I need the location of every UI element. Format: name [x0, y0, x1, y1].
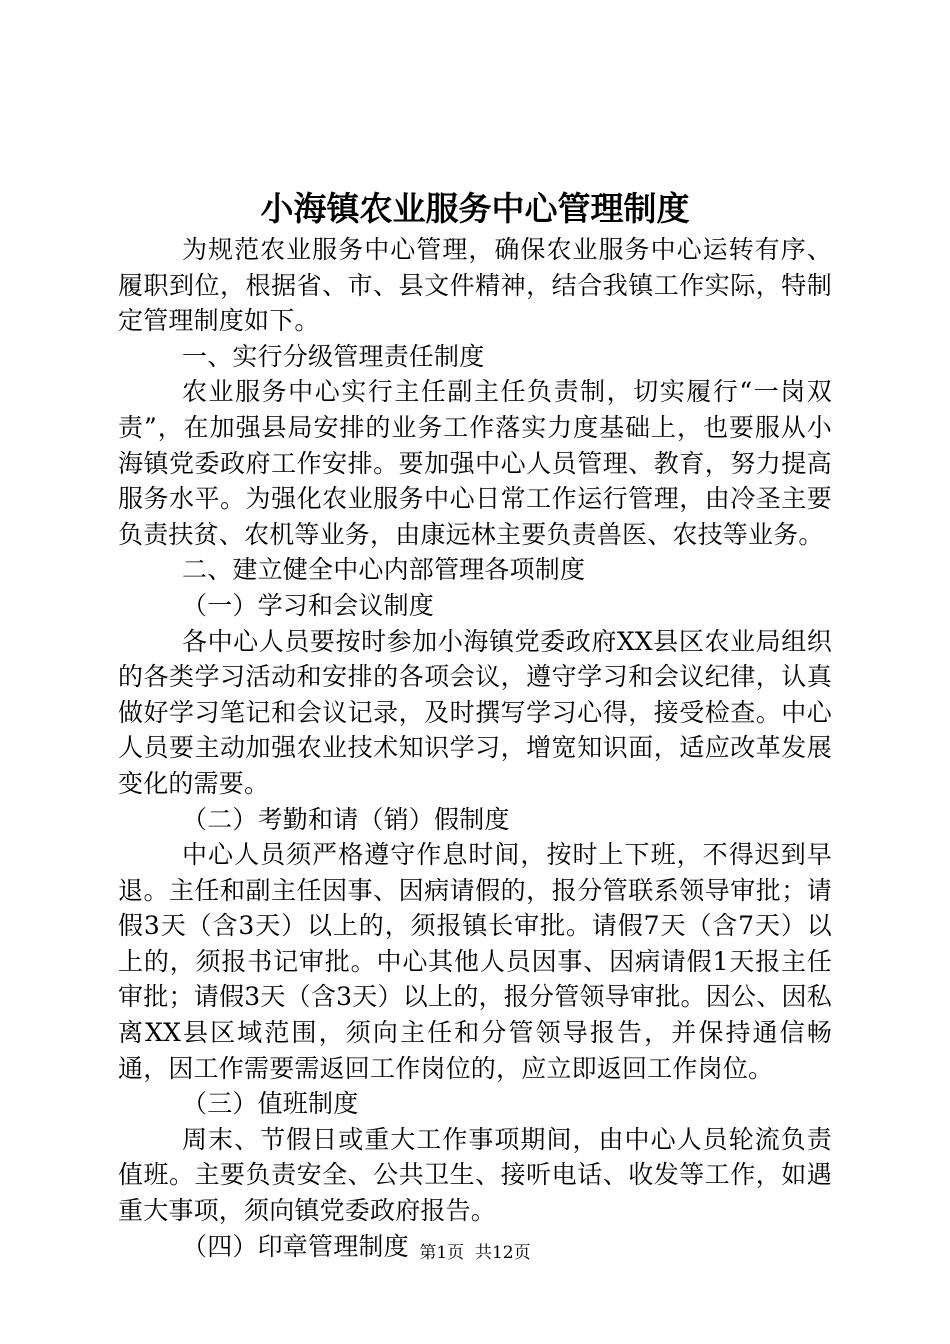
subsection-1-paragraph: 各中心人员要按时参加小海镇党委政府XX县区农业局组织的各类学习活动和安排的各项会议，遵守学习和会议纪律，认真做好学习笔记和会议记录，及时撰写学习心得，接受检查。中心人员要主动加强农业技术知识学习，增宽知识面，适应改革发展变化的需要。 — [118, 626, 832, 798]
subsection-2-paragraph: 中心人员须严格遵守作息时间，按时上下班，不得迟到早退。主任和副主任因事、因病请假的，报分管联系领导审批；请假3天（含3天）以上的，须报镇长审批。请假7天（含7天）以上的，须报书记审批。中心其他人员因事、因病请假1天报主任审批；请假3天（含3天）以上的，报分管领导审批。因公、因私离XX县区域范围，须向主任和分管领导报告，并保持通信畅通，因工作需要需返回工作岗位的，应立即返回工作岗位。 — [118, 840, 832, 1083]
subsection-heading-4: （四）印章管理制度 — [182, 1231, 409, 1261]
subsection-heading-3: （三）值班制度 — [182, 1089, 359, 1119]
page-footer: 第1页 共12页 — [419, 1243, 531, 1263]
subsection-heading-2: （二）考勤和请（销）假制度 — [182, 804, 510, 834]
section-heading-1: 一、实行分级管理责任制度 — [182, 341, 485, 371]
document-title: 小海镇农业服务中心管理制度 — [260, 189, 690, 228]
subsection-3-paragraph: 周末、节假日或重大工作事项期间，由中心人员轮流负责值班。主要负责安全、公共卫生、接听电话、收发等工作，如遇重大事项，须向镇党委政府报告。 — [118, 1124, 832, 1226]
intro-paragraph: 为规范农业服务中心管理，确保农业服务中心运转有序、履职到位，根据省、市、县文件精神，结合我镇工作实际，特制定管理制度如下。 — [118, 235, 832, 336]
subsection-heading-1: （一）学习和会议制度 — [182, 590, 435, 620]
document-body — [118, 232, 832, 1264]
section-1-paragraph: 农业服务中心实行主任副主任负责制，切实履行“一岗双责”，在加强县局安排的业务工作落实力度基础上，也要服从小海镇党委政府工作安排。要加强中心人员管理、教育，努力提高服务水平。为强化农业服务中心日常工作运行管理，由冷圣主要负责扶贫、农机等业务，由康远林主要负责兽医、农技等业务。 — [118, 377, 832, 549]
section-heading-2: 二、建立健全中心内部管理各项制度 — [182, 555, 586, 585]
